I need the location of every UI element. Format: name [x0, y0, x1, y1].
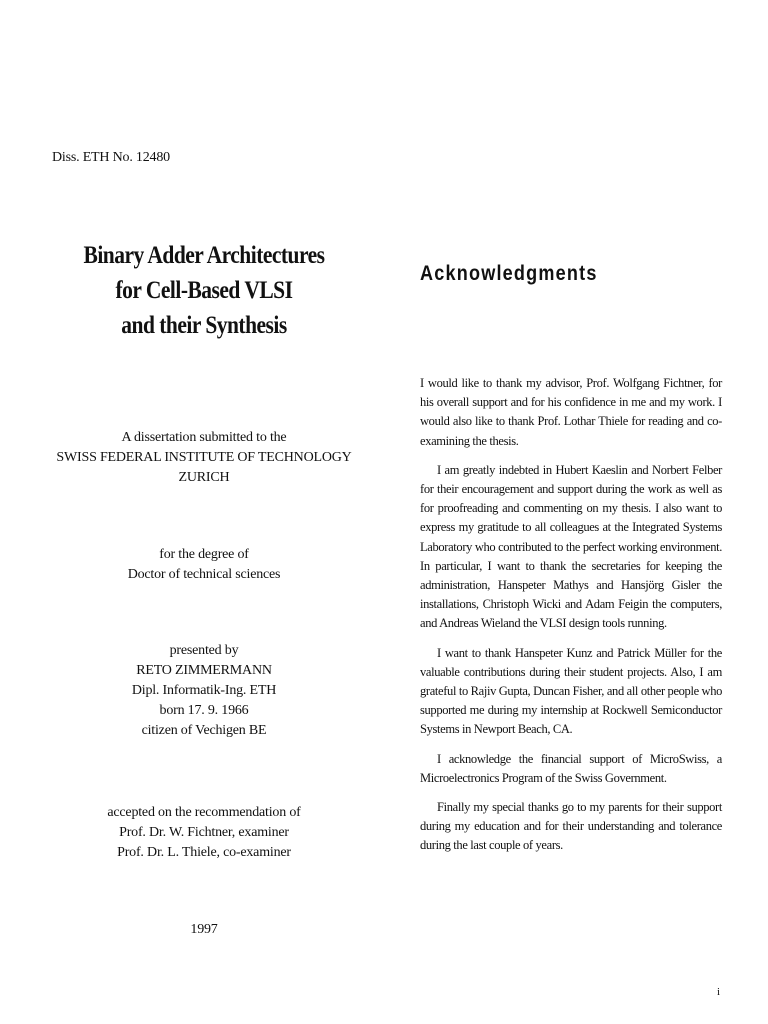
examiners-block — [0, 803, 408, 863]
submission-line: A dissertation submitted to the — [121, 430, 287, 445]
degree-line: for the degree of — [159, 547, 249, 562]
title-line: and their Synthesis — [121, 312, 287, 339]
recommendation-line: accepted on the recommendation of — [107, 805, 301, 820]
thesis-title — [29, 238, 380, 343]
ack-paragraph: I am greatly indebted in Hubert Kaeslin and Norbert Felber for their encouragement and support during the work as well as for proofreading and commenting on my thesis. I also want to express my gratitude to all colleagues at the Integrated Systems Laboratory who contributed to the perfect working environment. In particular, I want to thank the secretaries for keeping the administration, Hanspeter Mathys and Hansjörg Gisler the installations, Christoph Wicki and Adam Feigin the computers, and Andreas Wieland the VLSI design tools running. — [420, 462, 722, 631]
ack-paragraph: I want to thank Hanspeter Kunz and Patrick Müller for the valuable contributions during their student projects. Also, I am grateful to Rajiv Gupta, Duncan Fisher, and all other people who supported me during my internship at Rockwell Semiconductor Systems in Newport Beach, CA. — [420, 645, 723, 737]
page-number: i — [716, 986, 720, 998]
acknowledgments-body — [420, 374, 722, 866]
degree-statement — [0, 545, 408, 585]
submission-statement — [0, 428, 408, 488]
title-line: for Cell-Based VLSI — [115, 277, 293, 304]
ack-paragraph: I would like to thank my advisor, Prof. Wolfgang Fichtner, for his overall support and for his confidence in me and my work. I would also like to thank Prof. Lothar Thiele for reading and co-examining the thesis. — [420, 376, 722, 448]
author-name: RETO ZIMMERMANN — [136, 663, 272, 678]
institution-city: ZURICH — [178, 470, 230, 485]
ack-paragraph: I acknowledge the financial support of MicroSwiss, a Microelectronics Program of the Swiss Government. — [420, 751, 722, 785]
degree-name: Doctor of technical sciences — [127, 567, 281, 582]
institution-name: SWISS FEDERAL INSTITUTE OF TECHNOLOGY — [56, 450, 352, 465]
author-citizenship: citizen of Vechigen BE — [141, 723, 267, 738]
co-examiner: Prof. Dr. L. Thiele, co-examiner — [117, 845, 291, 860]
dissertation-number: Diss. ETH No. 12480 — [52, 150, 170, 165]
ack-paragraph: Finally my special thanks go to my parents for their support during my education and for their understanding and tolerance during the last couple of years. — [420, 800, 722, 853]
author-block — [0, 641, 408, 741]
author-diploma: Dipl. Informatik-Ing. ETH — [131, 683, 277, 698]
examiner: Prof. Dr. W. Fichtner, examiner — [119, 825, 289, 840]
publication-year: 1997 — [190, 922, 218, 937]
acknowledgments-heading: Acknowledgments — [420, 262, 598, 285]
acknowledgments-page — [420, 0, 722, 1024]
title-line: Binary Adder Architectures — [83, 242, 325, 269]
author-birth-date: born 17. 9. 1966 — [159, 703, 249, 718]
presented-by-label: presented by — [169, 643, 239, 658]
